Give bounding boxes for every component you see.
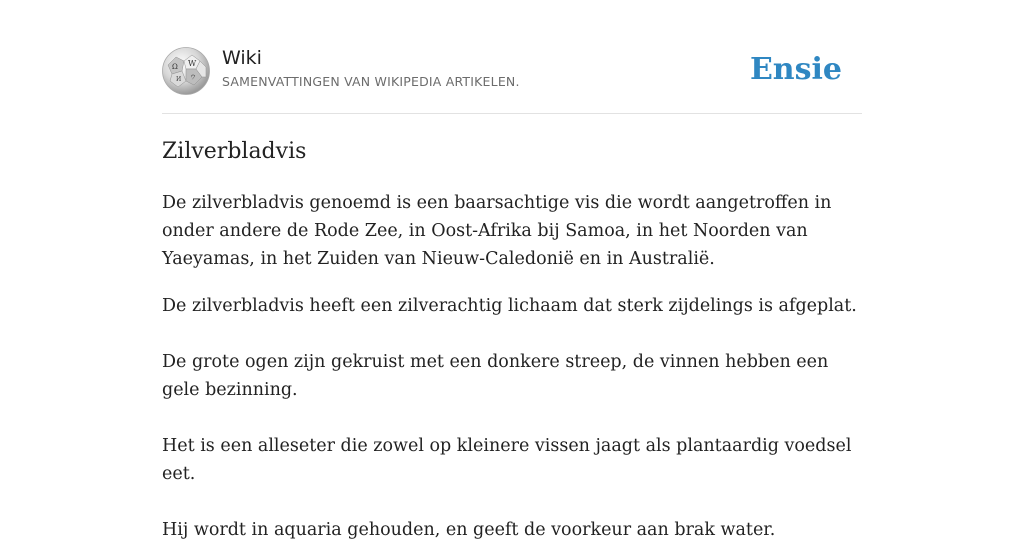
- article-paragraph: De grote ogen zijn gekruist met een donkere streep, de vinnen hebben een gele bezinning.: [162, 352, 829, 400]
- article-title: Zilverbladvis: [162, 139, 307, 164]
- svg-text:И: И: [176, 76, 182, 83]
- article-paragraph: De zilverbladvis genoemd is een baarsachtige vis die wordt aangetroffen in onder andere de Rode Zee, in Oost-Afrika bij Samoa, in het Noorden van Yaeyamas, in het Zuiden van Nieuw-Caledonië en in Australië.: [162, 193, 832, 269]
- article-content: [162, 136, 868, 544]
- svg-text:W: W: [188, 59, 197, 68]
- ensie-logo-link[interactable]: Ensie: [749, 52, 842, 87]
- site-tagline: SAMENVATTINGEN VAN WIKIPEDIA ARTIKELEN.: [222, 74, 520, 89]
- article-paragraph: Hij wordt in aquaria gehouden, en geeft de voorkeur aan brak water.: [162, 520, 776, 540]
- site-name[interactable]: Wiki: [222, 47, 262, 69]
- article-paragraph: Het is een alleseter die zowel op kleinere vissen jaagt als plantaardig voedsel eet.: [162, 436, 852, 484]
- article-paragraph: De zilverbladvis heeft een zilverachtig lichaam dat sterk zijdelings is afgeplat.: [162, 296, 857, 316]
- svg-text:ウ: ウ: [190, 74, 197, 81]
- svg-text:Ω: Ω: [172, 63, 178, 71]
- wikipedia-globe-icon[interactable]: [162, 47, 210, 95]
- site-header: [162, 44, 862, 114]
